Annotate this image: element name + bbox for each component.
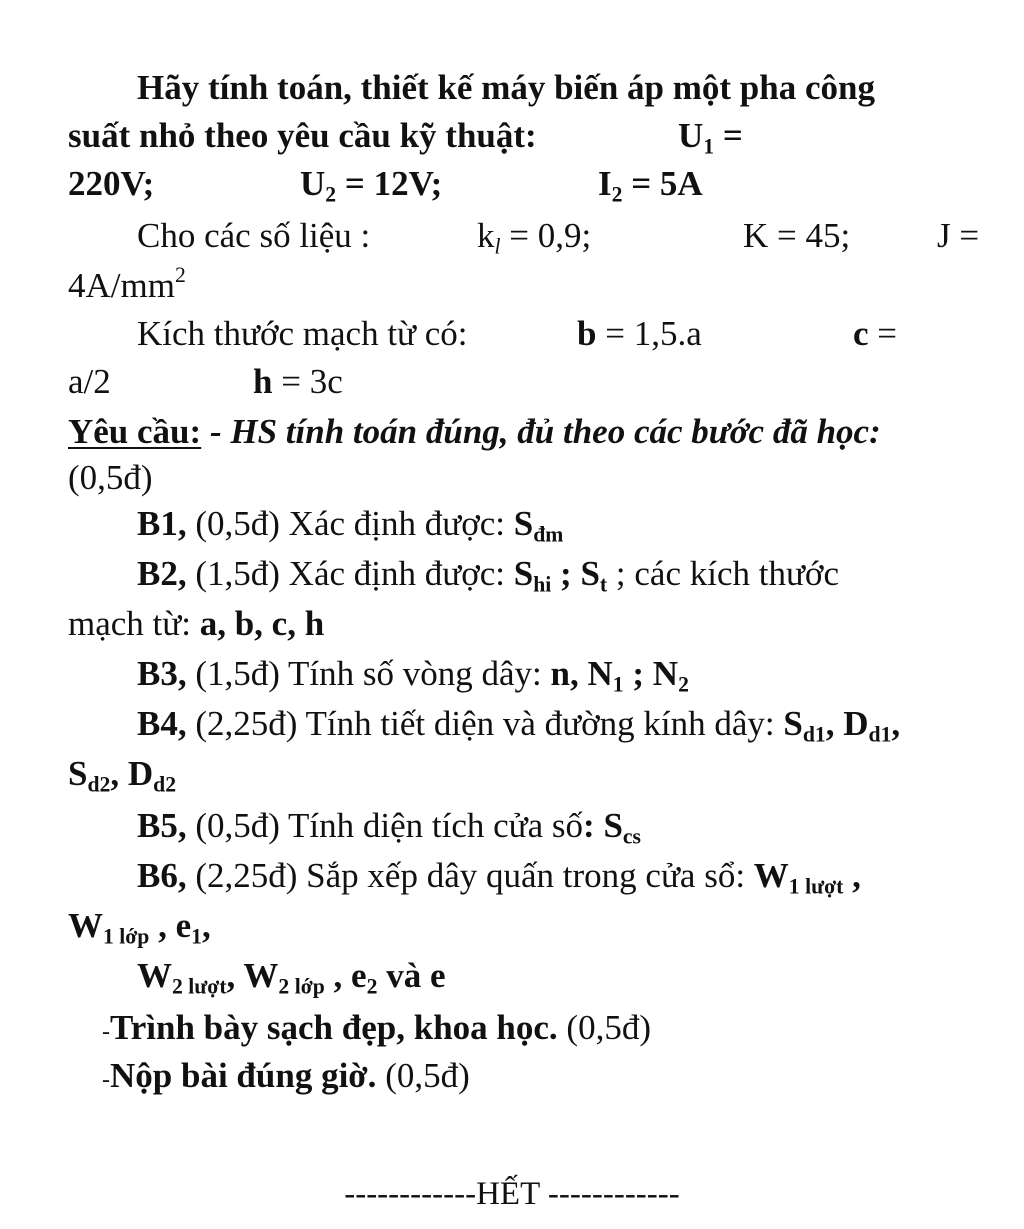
step-b4-continued: $S_{d2}$, $D_{d2}$ bbox=[68, 754, 177, 797]
step-b4: B4, (2,25đ) Tính tiết diện và đường kính dây: $S_{d1}$, $D_{d1}$, bbox=[137, 704, 901, 747]
c-value-line bbox=[68, 360, 468, 404]
step-b6-continued-2: $W_{2 lượt}$, $W_{2 lớp}$ , $e_2$ và e bbox=[137, 956, 446, 999]
k-spec: K = 45; bbox=[743, 216, 851, 255]
j-value: 4A/mm bbox=[68, 266, 175, 305]
c-spec: c = bbox=[853, 314, 898, 353]
data-label: Cho các số liệu : bbox=[137, 216, 371, 255]
intro-line-2 bbox=[68, 114, 968, 158]
intro-text-2: suất nhỏ theo yêu cầu kỹ thuật: bbox=[68, 116, 537, 155]
b-spec: b = 1,5.a bbox=[577, 314, 702, 353]
c-value: a/2 bbox=[68, 362, 111, 401]
h-spec: h = 3c bbox=[253, 362, 343, 401]
intro-line-1 bbox=[137, 66, 875, 110]
step-b5: B5, (0,5đ) Tính diện tích cửa số: $S_{cs}$ bbox=[137, 806, 641, 849]
u1-spec: $U_1$ = bbox=[678, 116, 743, 159]
j-exponent: 2 bbox=[174, 262, 186, 287]
step-b2-continued: mạch từ: a, b, c, h bbox=[68, 604, 325, 643]
requirement-text: - HS tính toán đúng, đủ theo các bước đã học: bbox=[201, 412, 881, 451]
kl-spec: $k_l = 0,9$; bbox=[477, 216, 592, 259]
core-label: Kích thước mạch từ có: bbox=[137, 314, 468, 353]
step-b2: B2, (1,5đ) Xác định được: $S_{hi}$ ; $S_t$ ; các kích thước bbox=[137, 554, 839, 597]
core-line bbox=[137, 312, 917, 356]
step-b1: B1, (0,5đ) Xác định được: $S_{đm}$ bbox=[137, 504, 564, 547]
requirement-line bbox=[68, 410, 881, 454]
j-value-line bbox=[68, 264, 186, 308]
step-b3: B3, (1,5đ) Tính số vòng dây: n, $N_1$ ; $N_2$ bbox=[137, 654, 689, 697]
requirement-points: (0,5đ) bbox=[68, 458, 153, 497]
i2-spec: $I_2 = 5A$ bbox=[598, 164, 703, 207]
extra-item-2: -Nộp bài đúng giờ. (0,5đ) bbox=[102, 1056, 470, 1095]
data-line bbox=[137, 214, 997, 258]
requirement-points-line bbox=[68, 456, 153, 500]
step-b6: B6, (2,25đ) Sắp xếp dây quấn trong cửa sổ: $W_{1 lượt}$ , bbox=[137, 856, 861, 899]
end-marker: ------------HẾT ------------ bbox=[344, 1176, 680, 1212]
extra-item-1: -Trình bày sạch đẹp, khoa học. (0,5đ) bbox=[102, 1008, 651, 1047]
requirement-title: Yêu cầu: bbox=[68, 412, 202, 451]
u1-value: 220V; bbox=[68, 164, 155, 203]
u2-spec: $U_2 = 12V$; bbox=[300, 164, 443, 207]
j-spec: J = bbox=[937, 216, 980, 255]
intro-line-3 bbox=[68, 162, 968, 206]
intro-text-1: Hãy tính toán, thiết kế máy biến áp một pha công bbox=[137, 68, 875, 107]
step-b6-continued-1: $W_{1 lớp}$ , $e_1$, bbox=[68, 906, 211, 949]
